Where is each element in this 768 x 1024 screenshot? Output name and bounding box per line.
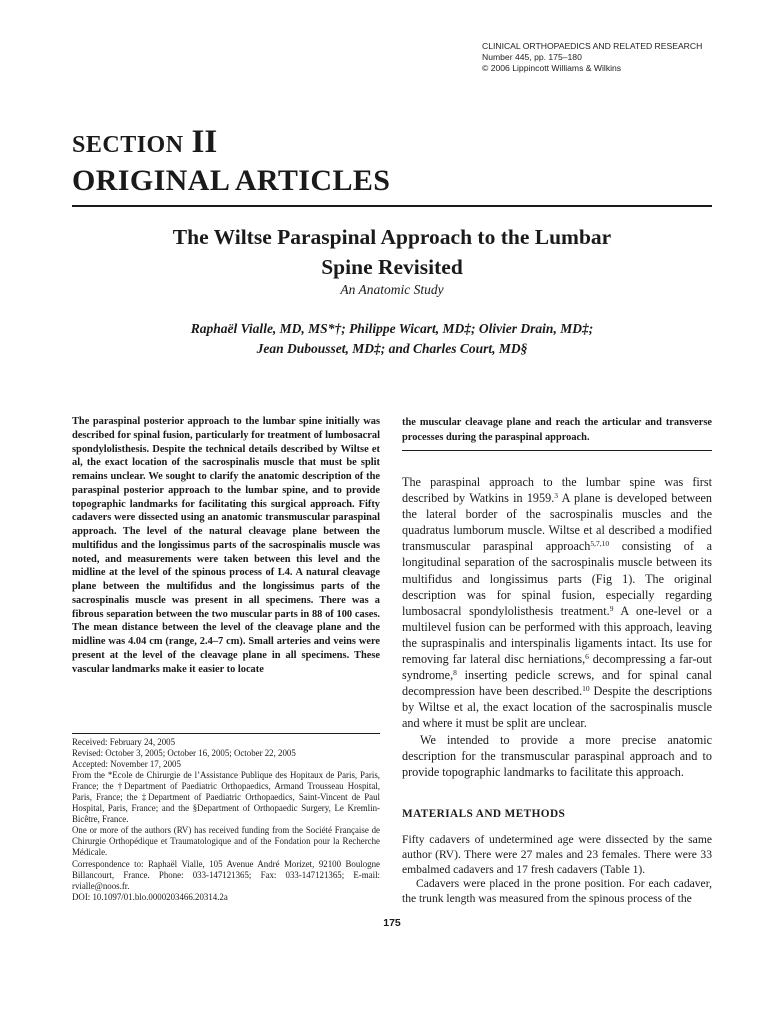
journal-header	[482, 41, 762, 73]
citation-ref: 5,7,10	[590, 539, 610, 549]
footnote-accepted: Accepted: November 17, 2005	[72, 759, 181, 770]
intro-text: A one-level or a multilevel fusion can be performed with this approach, leaving the supraspinalis and interspinalis ligaments intact. Its use for removing far lateral disc herniations,	[402, 603, 712, 667]
abstract-rule	[402, 450, 712, 451]
intro-text: A plane is developed between the lateral border of the sacrospinalis muscles and the quadratus lumborum muscle. Wiltse et al described a modified transmuscular paraspinal approach	[402, 491, 712, 554]
methods-body	[402, 833, 712, 907]
intro-text: decompressing a far-out syndrome,	[402, 652, 713, 683]
intro-paragraph-1	[402, 474, 712, 732]
intro-text: The paraspinal approach to the lumbar spine was first described by Watkins in 1959.	[402, 475, 712, 506]
footnote-funding: One or more of the authors (RV) has received funding from the Société Française de Chirurgie Orthopédique et Traumatologique and of the Fondation pour la Recherche Médicale.	[72, 825, 380, 858]
footnote-revised: Revised: October 3, 2005; October 16, 2005; October 22, 2005	[72, 748, 296, 759]
article-title-line1: The Wiltse Paraspinal Approach to the Lumbar	[172, 225, 612, 249]
footnote-received: Received: February 24, 2005	[72, 737, 176, 747]
abstract-right: the muscular cleavage plane and reach the articular and transverse processes during the paraspinal approach.	[402, 417, 712, 443]
section-label	[72, 124, 217, 161]
intro-text: consisting of a longitudinal separation of the sacrospinalis muscle between its multifidus and longissimus parts (Fig 1). The original description was for spinal fusion, especially regarding lumbosacral spondylolisthesis treatment.	[402, 539, 712, 618]
author-list	[60, 319, 724, 359]
section-word: SECTION	[72, 132, 184, 158]
page-number: 175	[383, 917, 401, 929]
citation-ref: 8	[453, 668, 457, 678]
footnote-rule	[72, 733, 380, 734]
intro-text: inserting pedicle screws, and for spinal canal decompression have been described.	[402, 668, 712, 699]
footnote-affiliations: From the *Ecole de Chirurgie de l’Assistance Publique des Hopitaux de Paris, Paris, France; the †Department of Paediatric Orthopaedics, Armand Trousseau Hospital, Paris, France; the ‡Department of Paediatric Orthopaedics, Saint-Vincent de Paul Hospital, Paris, France; and the §Department of Orthopaedic Surgery, Le Kremlin-Bicêtre, France.	[72, 770, 380, 825]
article-title	[80, 222, 704, 282]
footnotes	[72, 737, 380, 903]
article-title-line2: Spine Revisited	[321, 255, 463, 279]
methods-paragraph-1: Fifty cadavers of undetermined age were dissected by the same author (RV). There were 27 males and 23 females. There were 33 embalmed cadavers and 17 fresh cadavers (Table 1).	[402, 833, 712, 876]
citation-ref: 9	[609, 603, 614, 613]
introduction	[402, 474, 712, 780]
intro-paragraph-2: We intended to provide a more precise anatomic description for the transmuscular paraspinal approach and to provide topographic landmarks to facilitate this approach.	[402, 732, 712, 779]
methods-paragraph-2: Cadavers were placed in the prone position. For each cadaver, the trunk length was measured from the spinous process of the	[402, 877, 712, 906]
author-line1: Raphaël Vialle, MD, MS*†; Philippe Wicart, MD‡; Olivier Drain, MD‡;	[190, 321, 594, 336]
abstract-left: The paraspinal posterior approach to the lumbar spine initially was described for spinal fusion, particularly for treatment of lumbosacral spondylolisthesis. Despite the technical details described by Wiltse et al, the exact location of the sacrospinalis muscle that must be split remains unclear. We sought to clarify the anatomic description of the paraspinal posterior approach to the lumbar spine, and to provide topographic landmarks for facilitating this surgical approach. Fifty cadavers were dissected using an anatomic transmuscular paraspinal approach. The level of the natural cleavage plane between the multifidus and the longissimus parts of the sacrospinalis muscle was noted, and measurements were taken between this level and the midline at the level of the spinous process of L4. A natural cleavage plane between the multifidus and the longissimus parts of the sacrospinalis muscle was present in all specimens. There was a fibrous separation between the two muscular parts in 88 of 100 cases. The mean distance between the level of the cleavage plane and the midline was 4.04 cm (range, 2.4–7 cm). Small arteries and veins were present at the level of the cleavage plane in all specimens. These vascular landmarks make it easier to locate	[72, 416, 380, 675]
citation-ref: 10	[582, 684, 590, 694]
journal-copyright: © 2006 Lippincott Williams & Wilkins	[482, 62, 622, 73]
journal-issue: Number 445, pp. 175–180	[482, 51, 582, 62]
section-heading: ORIGINAL ARTICLES	[72, 164, 391, 197]
footnote-correspondence: Correspondence to: Raphaël Vialle, 105 Avenue André Morizet, 92100 Boulogne Billancourt, France. Phone: 033-147121365; Fax: 033-147121365; E-mail: rvialle@noos.fr.	[72, 858, 380, 891]
article-subtitle: An Anatomic Study	[340, 282, 444, 297]
journal-name: CLINICAL ORTHOPAEDICS AND RELATED RESEARCH	[482, 41, 703, 51]
footnote-doi: DOI: 10.1097/01.blo.0000203466.20314.2a	[72, 891, 228, 902]
methods-heading: MATERIALS AND METHODS	[402, 808, 566, 820]
citation-ref: 3	[554, 491, 559, 501]
section-rule	[72, 205, 712, 207]
citation-ref: 6	[585, 652, 589, 662]
section-number: II	[191, 124, 218, 160]
intro-text: Despite the descriptions by Wiltse et al, the exact location of the sacrospinalis muscle and where it must be split are unclear.	[402, 684, 712, 731]
author-line2: Jean Dubousset, MD‡; and Charles Court, MD§	[256, 341, 528, 356]
